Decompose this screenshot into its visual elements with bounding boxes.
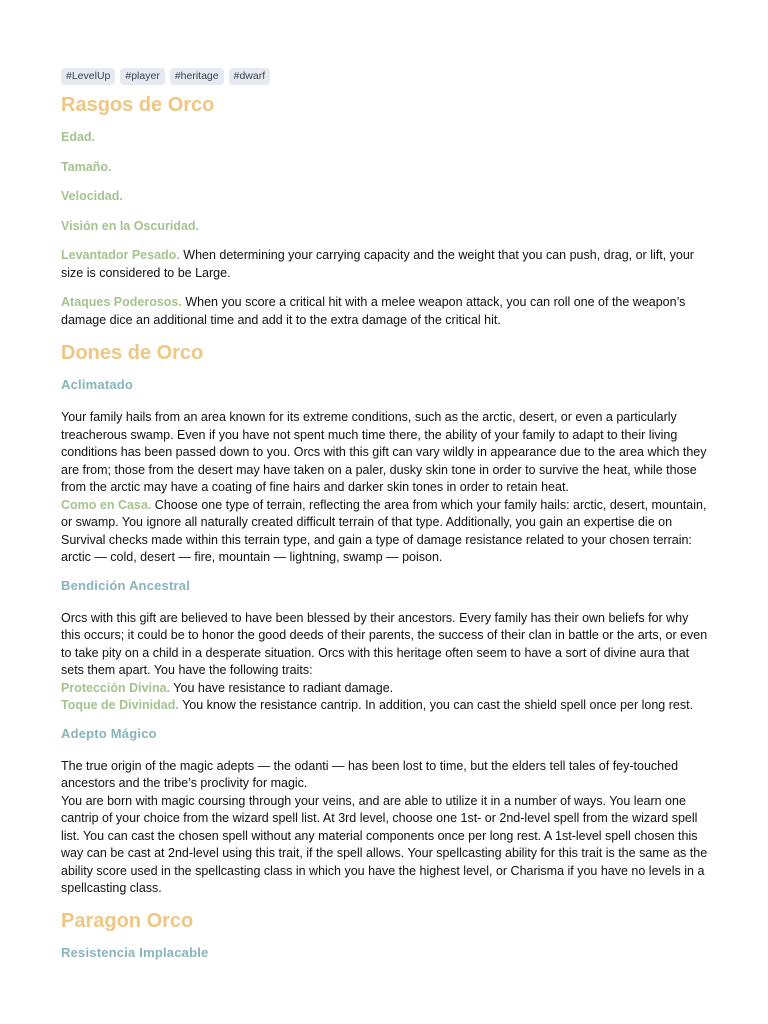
adepto-heading: Adepto Mágico xyxy=(61,725,157,741)
trait-como-en-casa-text: Choose one type of terrain, reflecting the area from which your family hails: arctic, desert, mountain, or swamp. You ignore all naturally created difficult terrain of that type. Additionally, you gain an expertise die on Survival checks made within this terrain type, and gain a type of damage resistance related to your chosen terrain: arctic — cold, desert — fire, mountain — lightning, swamp — poison. xyxy=(61,497,707,564)
bendicion-heading: Bendición Ancestral xyxy=(61,577,191,593)
trait-edad xyxy=(61,129,708,147)
tag-heritage[interactable]: #heritage xyxy=(170,68,224,85)
trait-toque-divinidad xyxy=(61,697,708,715)
trait-edad-label: Edad. xyxy=(61,130,96,144)
trait-ataques-label: Ataques Poderosos. xyxy=(61,295,182,309)
aclimatado-heading: Aclimatado xyxy=(61,377,134,392)
trait-tamano-label: Tamaño. xyxy=(61,159,112,174)
tag-player[interactable]: #player xyxy=(120,68,164,85)
aclimatado-intro: Your family hails from an area known for its extreme conditions, such as the arctic, desert, or even a particularly treacherous swamp. Even if you have not spent much time there, the ability of your family to adapt to their living conditions has been passed down to you. Orcs with this gift can vary wildly in appearance due to the area which they are from; those from the desert may have taken on a paler, dusky skin tone in order to survive the heat, while those from the arctic may have a coating of fine hairs and darker skin tones in order to retain heat. xyxy=(61,410,707,494)
traits-heading: Rasgos de Orco xyxy=(61,94,215,116)
resistencia-heading: Resistencia Implacable xyxy=(61,944,209,960)
trait-levantador-label: Levantador Pesado. xyxy=(61,248,180,262)
gifts-heading: Dones de Orco xyxy=(61,342,204,364)
tag-list xyxy=(61,68,708,85)
tag-levelup[interactable]: #LevelUp xyxy=(61,68,115,85)
tag-dwarf[interactable]: #dwarf xyxy=(229,68,271,85)
trait-como-en-casa-label: Como en Casa. xyxy=(61,497,152,512)
trait-levantador xyxy=(61,247,708,282)
trait-proteccion-divina xyxy=(61,680,708,698)
trait-proteccion-text: You have resistance to radiant damage. xyxy=(170,680,394,695)
trait-ataques-text: When you score a critical hit with a melee weapon attack, you can roll one of the weapon’s damage dice an additional time and add it to the extra damage of the critical hit. xyxy=(61,295,686,327)
trait-proteccion-label: Protección Divina. xyxy=(61,680,171,695)
adepto-p1: The true origin of the magic adepts — the odanti — has been lost to time, but the elders tell tales of fey-touched ancestors and the tribe’s proclivity for magic. xyxy=(61,758,679,790)
adepto-p2: You are born with magic coursing through your veins, and are able to utilize it in a number of ways. You learn one cantrip of your choice from the wizard spell list. At 3rd level, choose one 1st- or 2nd-level spell from the wizard spell list. You can cast the chosen spell without any material components once per long rest. A 1st-level spell chosen this way can be cast at 2nd-level using this trait, if the spell allows. Your spellcasting ability for this trait is the same as the ability score used in the spellcasting class in which you have the highest level, or Charisma if you have no levels in a spellcasting class. xyxy=(61,793,708,895)
bendicion-intro: Orcs with this gift are believed to have been blessed by their ancestors. Every family has their own beliefs for why this occurs; it could be to honor the good deeds of their parents, the success of their clan in battle or the arts, or even to take pity on a child in a desperate situation. Orcs with this heritage often seem to have a sort of divine aura that sets them apart. You have the following traits: xyxy=(61,610,708,677)
trait-como-en-casa xyxy=(61,497,708,567)
aclimatado-section xyxy=(61,409,708,567)
trait-levantador-text: When determining your carrying capacity and the weight that you can push, drag, or lift, your size is considered to be Large. xyxy=(61,248,694,280)
trait-velocidad-label: Velocidad. xyxy=(61,189,123,203)
bendicion-section xyxy=(61,610,708,715)
trait-ataques xyxy=(61,294,708,329)
adepto-section xyxy=(61,758,708,898)
trait-toque-label: Toque de Divinidad. xyxy=(61,698,179,712)
trait-toque-text: You know the resistance cantrip. In addition, you can cast the shield spell once per long rest. xyxy=(178,698,694,712)
paragon-heading: Paragon Orco xyxy=(61,909,194,932)
trait-vision-label: Visión en la Oscuridad. xyxy=(61,218,200,233)
trait-vision xyxy=(61,218,708,236)
trait-velocidad xyxy=(61,188,708,206)
trait-tamano xyxy=(61,159,708,177)
